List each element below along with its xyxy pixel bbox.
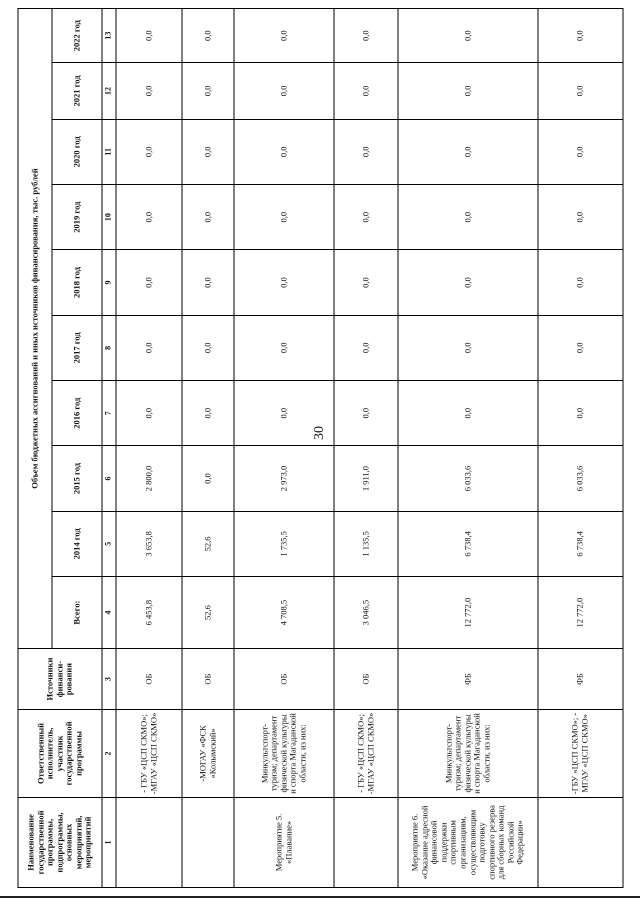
row-value: 0,0 bbox=[234, 119, 334, 184]
row-value: 0,0 bbox=[334, 9, 398, 63]
row-total: 4 708,5 bbox=[234, 577, 334, 649]
row-name bbox=[334, 797, 398, 887]
header-year: 2020 год bbox=[52, 119, 102, 184]
row-value: 0,0 bbox=[116, 119, 182, 184]
row-value: 0,0 bbox=[538, 381, 623, 446]
row-source: ОБ bbox=[334, 649, 398, 710]
row-value: 0,0 bbox=[116, 184, 182, 249]
row-value: 0,0 bbox=[538, 119, 623, 184]
index-cell: 3 bbox=[102, 649, 116, 710]
row-value: 0,0 bbox=[538, 184, 623, 249]
row-value: 0,0 bbox=[182, 9, 234, 63]
table-row bbox=[116, 9, 182, 888]
row-total: 12 772,0 bbox=[538, 577, 623, 649]
row-total: 6 453,8 bbox=[116, 577, 182, 649]
row-value: 0,0 bbox=[334, 119, 398, 184]
row-value: 0,0 bbox=[334, 184, 398, 249]
table-row bbox=[334, 9, 398, 888]
row-value: 0,0 bbox=[234, 250, 334, 315]
row-value: 0,0 bbox=[334, 63, 398, 119]
financing-table bbox=[18, 8, 624, 888]
row-value: 0,0 bbox=[398, 63, 538, 119]
index-cell: 1 bbox=[102, 797, 116, 887]
header-year: 2017 год bbox=[52, 315, 102, 380]
index-cell: 7 bbox=[102, 381, 116, 446]
row-value: 0,0 bbox=[398, 315, 538, 380]
rotated-page bbox=[18, 8, 623, 888]
row-total: 12 772,0 bbox=[398, 577, 538, 649]
row-value: 0,0 bbox=[234, 9, 334, 63]
header-year: 2021 год bbox=[52, 63, 102, 119]
row-name bbox=[182, 797, 234, 887]
header-year: 2015 год bbox=[52, 446, 102, 511]
row-value: 2 800,0 bbox=[116, 446, 182, 511]
header-total: Всего: bbox=[52, 577, 102, 649]
row-value: 0,0 bbox=[234, 63, 334, 119]
index-row bbox=[102, 9, 116, 888]
header-source: Источники финанси-рования bbox=[18, 649, 102, 710]
row-source: ОБ bbox=[182, 649, 234, 710]
row-value: 0,0 bbox=[182, 381, 234, 446]
index-cell: 9 bbox=[102, 250, 116, 315]
row-value: 0,0 bbox=[334, 250, 398, 315]
row-value: 0,0 bbox=[182, 63, 234, 119]
row-value: 0,0 bbox=[538, 9, 623, 63]
row-value: 1 911,0 bbox=[334, 446, 398, 511]
row-total: 3 046,5 bbox=[334, 577, 398, 649]
row-executor: -МОГАУ «ФСК «Колымский» bbox=[182, 710, 234, 798]
header-name: Наименование государственной программы, подпрограммы, основных мероприятий, мероприятий bbox=[18, 797, 102, 887]
index-cell: 2 bbox=[102, 710, 116, 798]
row-value: 0,0 bbox=[334, 381, 398, 446]
row-name bbox=[116, 797, 182, 887]
row-value: 0,0 bbox=[234, 315, 334, 380]
index-cell: 6 bbox=[102, 446, 116, 511]
row-executor: -ГБУ «ЦСП СКМО»; - МГАУ «ЦСП СКМО» bbox=[538, 710, 623, 798]
row-source: ФБ bbox=[538, 649, 623, 710]
index-cell: 11 bbox=[102, 119, 116, 184]
row-value: 0,0 bbox=[182, 184, 234, 249]
header-year: 2018 год bbox=[52, 250, 102, 315]
row-value: 0,0 bbox=[116, 250, 182, 315]
header-year: 2014 год bbox=[52, 511, 102, 576]
row-source: ОБ bbox=[234, 649, 334, 710]
row-executor: Минкультспорт-туризм; департамент физической культуры и спорта Магаданской области, из них: bbox=[234, 710, 334, 798]
row-total: 52,6 bbox=[182, 577, 234, 649]
row-source: ФБ bbox=[398, 649, 538, 710]
row-value: 0,0 bbox=[538, 315, 623, 380]
index-cell: 8 bbox=[102, 315, 116, 380]
index-cell: 5 bbox=[102, 511, 116, 576]
row-value: 0,0 bbox=[398, 9, 538, 63]
row-value: 0,0 bbox=[116, 63, 182, 119]
row-executor: - ГБУ «ЦСП СКМО»; -МГАУ «ЦСП СКМО» bbox=[116, 710, 182, 798]
row-name: Мероприятие 5. «Плавание» bbox=[234, 797, 334, 887]
row-value: 0,0 bbox=[116, 9, 182, 63]
row-executor: Минкультспорт-туризм; департамент физической культуры и спорта Магаданской области, из них: bbox=[398, 710, 538, 798]
table-row bbox=[182, 9, 234, 888]
row-value: 0,0 bbox=[116, 315, 182, 380]
header-year: 2019 год bbox=[52, 184, 102, 249]
row-value: 6 738,4 bbox=[398, 511, 538, 576]
index-cell: 10 bbox=[102, 184, 116, 249]
row-value: 0,0 bbox=[538, 250, 623, 315]
row-name bbox=[538, 797, 623, 887]
header-executor: Ответственный исполнитель, участник государственной программы bbox=[18, 710, 102, 798]
scan-edge-rule bbox=[0, 896, 640, 898]
row-value: 6 738,4 bbox=[538, 511, 623, 576]
row-value: 2 973,0 bbox=[234, 446, 334, 511]
header-year: 2016 год bbox=[52, 381, 102, 446]
row-value: 3 653,8 bbox=[116, 511, 182, 576]
row-value: 1 135,5 bbox=[334, 511, 398, 576]
table-row bbox=[398, 9, 538, 888]
row-value: 0,0 bbox=[398, 184, 538, 249]
row-value: 52,6 bbox=[182, 511, 234, 576]
row-value: 1 735,5 bbox=[234, 511, 334, 576]
header-financing-group: Объем бюджетных ассигнований и иных источников финансирования, тыс. рублей bbox=[18, 9, 52, 649]
row-value: 6 033,6 bbox=[398, 446, 538, 511]
row-value: 0,0 bbox=[182, 250, 234, 315]
header-year: 2022 год bbox=[52, 9, 102, 63]
row-executor: - ГБУ «ЦСП СКМО»; -МГАУ «ЦСП СКМО» bbox=[334, 710, 398, 798]
row-value: 0,0 bbox=[538, 63, 623, 119]
row-value: 0,0 bbox=[182, 119, 234, 184]
page-number: 30 bbox=[312, 426, 327, 440]
index-cell: 13 bbox=[102, 9, 116, 63]
row-value: 0,0 bbox=[398, 381, 538, 446]
index-cell: 12 bbox=[102, 63, 116, 119]
row-value: 0,0 bbox=[182, 446, 234, 511]
row-value: 0,0 bbox=[182, 315, 234, 380]
row-source: ОБ bbox=[116, 649, 182, 710]
index-cell: 4 bbox=[102, 577, 116, 649]
row-value: 0,0 bbox=[334, 315, 398, 380]
row-name: Мероприятие 6. «Оказание адресной финансовой поддержки спортивным организациям, осуществляющим подготовку спортивного резерва для сборных команд Российской Федерации» bbox=[398, 797, 538, 887]
table-row bbox=[538, 9, 623, 888]
row-value: 0,0 bbox=[234, 184, 334, 249]
row-value: 6 033,6 bbox=[538, 446, 623, 511]
row-value: 0,0 bbox=[398, 250, 538, 315]
row-value: 0,0 bbox=[116, 381, 182, 446]
table-row bbox=[234, 9, 334, 888]
row-value: 0,0 bbox=[398, 119, 538, 184]
row-value: 0,0 bbox=[234, 381, 334, 446]
